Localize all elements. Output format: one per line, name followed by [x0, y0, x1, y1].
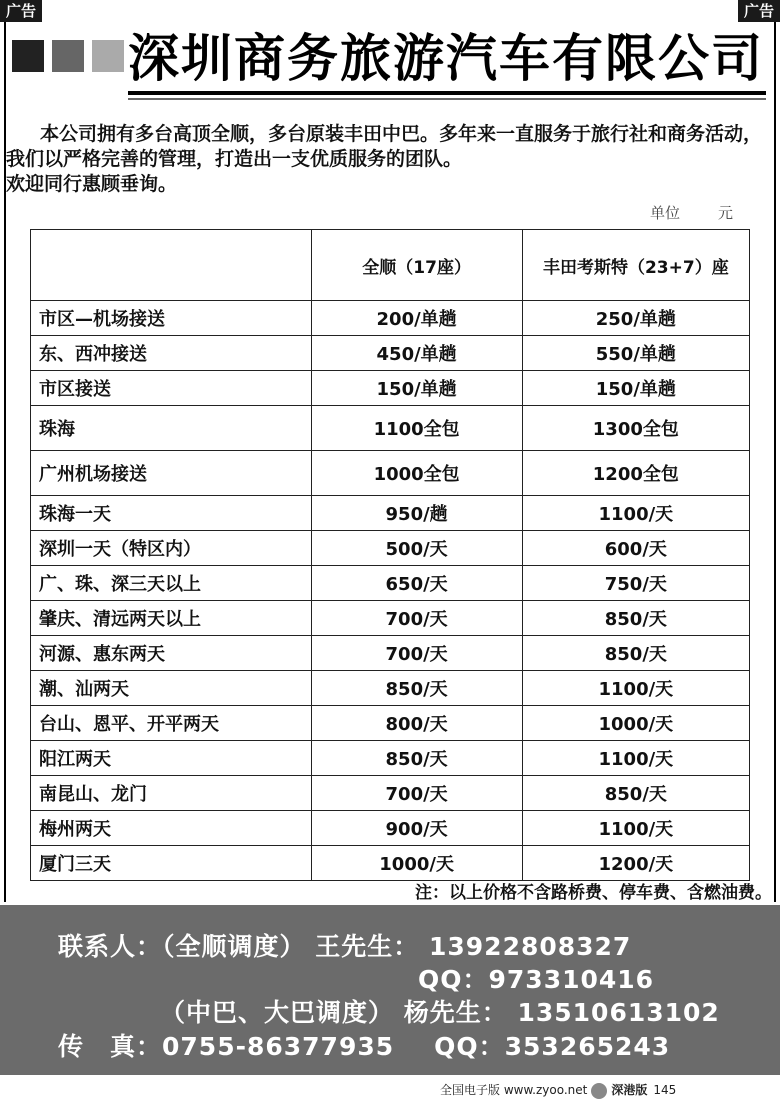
fax-label: 传 真：: [58, 1032, 163, 1061]
page-number: 145: [653, 1083, 677, 1097]
quanshun-price: 650/天: [311, 566, 522, 601]
table-row: [31, 451, 750, 496]
intro-text: [6, 122, 768, 197]
light-square: [92, 40, 124, 72]
ad-label-right: 广告: [738, 0, 780, 22]
quanshun-price: 850/天: [311, 671, 522, 706]
coaster-price: 1100/天: [522, 811, 749, 846]
route-cell: 肇庆、清远两天以上: [31, 601, 312, 636]
table-header-row: [31, 230, 750, 301]
route-cell: 广州机场接送: [31, 451, 312, 496]
table-row: [31, 846, 750, 881]
coaster-price: 1300全包: [522, 406, 749, 451]
intro-paragraph: 本公司拥有多台高顶全顺，多台原装丰田中巴。多年来一直服务于旅行社和商务活动，我们以严格完善的管理，打造出一支优质服务的团队。: [6, 123, 763, 170]
table-row: [31, 741, 750, 776]
table-row: [31, 671, 750, 706]
coaster-price: 1100/天: [522, 671, 749, 706]
quanshun-price: 800/天: [311, 706, 522, 741]
table-row: [31, 706, 750, 741]
quanshun-price: 950/趟: [311, 496, 522, 531]
footer-edition: 深港版: [611, 1083, 648, 1097]
intro-welcome: 欢迎同行惠顾垂询。: [6, 173, 178, 195]
route-cell: 东、西冲接送: [31, 336, 312, 371]
unit-note: [650, 202, 733, 223]
quanshun-price: 1000全包: [311, 451, 522, 496]
quanshun-price: 700/天: [311, 601, 522, 636]
route-cell: 梅州两天: [31, 811, 312, 846]
table-row: [31, 371, 750, 406]
header-quanshun: 全顺（17座）: [311, 230, 522, 301]
quanshun-price: 200/单趟: [311, 301, 522, 336]
coaster-price: 750/天: [522, 566, 749, 601]
contact-label: 联系人：: [58, 932, 163, 961]
contact-line-2: [418, 960, 654, 996]
header-coaster: 丰田考斯特（23+7）座: [522, 230, 749, 301]
quanshun-price: 700/天: [311, 776, 522, 811]
route-cell: 台山、恩平、开平两天: [31, 706, 312, 741]
contact-line-3: [160, 993, 720, 1029]
route-cell: 市区—机场接送: [31, 301, 312, 336]
coaster-price: 1000/天: [522, 706, 749, 741]
publication-logo-icon: [591, 1083, 607, 1099]
header-route: [31, 230, 312, 301]
footer-site: 全国电子版 www.zyoo.net: [440, 1083, 588, 1097]
coaster-price: 850/天: [522, 636, 749, 671]
price-table: [30, 229, 750, 881]
company-name: 深圳商务旅游汽车有限公司: [128, 30, 765, 89]
route-cell: 厦门三天: [31, 846, 312, 881]
coaster-price: 550/单趟: [522, 336, 749, 371]
coaster-price: 250/单趟: [522, 301, 749, 336]
price-note: 注：以上价格不含路桥费、停车费、含燃油费。: [415, 883, 772, 903]
route-cell: 深圳一天（特区内）: [31, 531, 312, 566]
route-cell: 珠海一天: [31, 496, 312, 531]
fax-number: 0755-86377935: [162, 1032, 395, 1061]
coaster-price: 150/单趟: [522, 371, 749, 406]
qq-2: QQ：353265243: [434, 1032, 671, 1061]
route-cell: 潮、汕两天: [31, 671, 312, 706]
contact-line-1: [58, 927, 631, 963]
phone-1: 13922808327: [428, 932, 632, 961]
table-row: [31, 636, 750, 671]
route-cell: 河源、惠东两天: [31, 636, 312, 671]
route-cell: 阳江两天: [31, 741, 312, 776]
table-row: [31, 566, 750, 601]
table-row: [31, 301, 750, 336]
route-cell: 广、珠、深三天以上: [31, 566, 312, 601]
coaster-price: 1200/天: [522, 846, 749, 881]
quanshun-price: 700/天: [311, 636, 522, 671]
quanshun-price: 500/天: [311, 531, 522, 566]
coaster-price: 1100/天: [522, 741, 749, 776]
ad-label-left: 广告: [0, 0, 42, 22]
decorative-squares: [12, 40, 124, 72]
title-underline-thin: [128, 98, 766, 100]
table-row: [31, 776, 750, 811]
table-row: [31, 406, 750, 451]
phone-2: 13510613102: [517, 998, 720, 1027]
table-row: [31, 336, 750, 371]
contact-person-1: 王先生：: [315, 932, 420, 961]
dispatch-bus: （中巴、大巴调度）: [160, 998, 395, 1027]
mid-square: [52, 40, 84, 72]
dark-square: [12, 40, 44, 72]
dispatch-quanshun: （全顺调度）: [162, 932, 306, 961]
quanshun-price: 900/天: [311, 811, 522, 846]
quanshun-price: 1000/天: [311, 846, 522, 881]
title-underline: [128, 91, 766, 95]
quanshun-price: 150/单趟: [311, 371, 522, 406]
coaster-price: 850/天: [522, 776, 749, 811]
coaster-price: 600/天: [522, 531, 749, 566]
table-row: [31, 531, 750, 566]
table-row: [31, 496, 750, 531]
contact-line-4: [58, 1027, 670, 1063]
route-cell: 市区接送: [31, 371, 312, 406]
qq-1: QQ：973310416: [418, 965, 655, 994]
frame-right-border: [774, 22, 776, 902]
unit-label: 单位: [650, 204, 681, 222]
quanshun-price: 1100全包: [311, 406, 522, 451]
route-cell: 南昆山、龙门: [31, 776, 312, 811]
quanshun-price: 450/单趟: [311, 336, 522, 371]
coaster-price: 1200全包: [522, 451, 749, 496]
table-row: [31, 601, 750, 636]
unit-value: 元: [718, 204, 734, 222]
table-row: [31, 811, 750, 846]
quanshun-price: 850/天: [311, 741, 522, 776]
contact-panel: [0, 905, 780, 1075]
contact-person-2: 杨先生：: [403, 998, 508, 1027]
coaster-price: 850/天: [522, 601, 749, 636]
coaster-price: 1100/天: [522, 496, 749, 531]
route-cell: 珠海: [31, 406, 312, 451]
page-footer: [440, 1080, 770, 1100]
